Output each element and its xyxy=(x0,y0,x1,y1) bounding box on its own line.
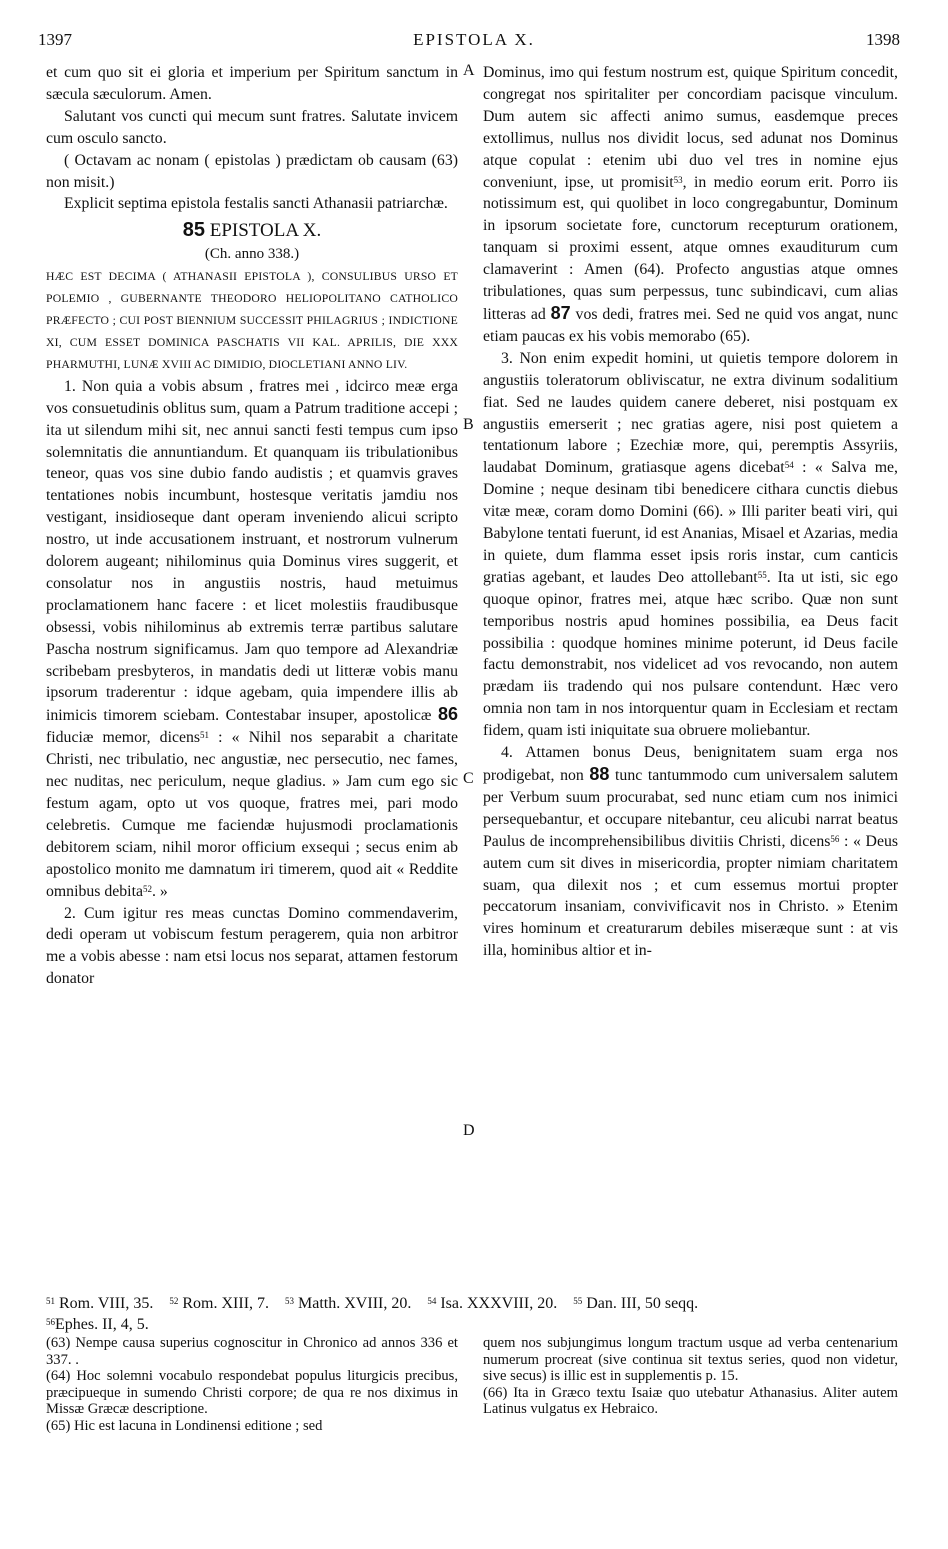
note: (66) Ita in Græco textu Isaiæ quo utebatur Athanasius. Aliter autem Latinus vulgatus ex Hebraico. xyxy=(483,1384,898,1418)
note: (63) Nempe causa superius cognoscitur in Chronico ad annos 336 et 337. . xyxy=(46,1335,458,1368)
column-marker: 87 xyxy=(550,302,571,323)
page-number-left: 1397 xyxy=(38,30,72,49)
note: (64) Hoc solemni vocabulo respondebat populus liturgicis precibus, præcipueque in sumendo Christi corpore; de qua re nos diximus in Missæ Græcæ descriptione. xyxy=(46,1368,458,1418)
text-run: : « Deus autem cum sit dives in misericordia, propter nimiam charitatem suam, qua dilexit nos ; et cum essemus mortui propter peccatorum insaniam, convivificavit nos in Christo. » Etenim vires hominum et creaturarum debiles miseræque sunt : at vis illa, hominibus altior et in- xyxy=(483,832,898,960)
footnote-ref: 52 xyxy=(142,883,152,894)
text-run: vos dedi, fratres mei. Sed ne quid vos angat, nunc etiam paucas ex his vobis memorabo (65). xyxy=(483,305,898,345)
ref-text: Ephes. II, 4, 5. xyxy=(55,1316,149,1333)
column-marker: 88 xyxy=(589,764,610,784)
margin-mark-b: B xyxy=(463,416,474,433)
text-paragraph: ( Octavam ac nonam ( epistolas ) prædictam ob causam (63) non misit.) xyxy=(46,151,458,191)
ref-number: 52 xyxy=(169,1296,179,1306)
note: (65) Hic est lacuna in Londinensi editione ; sed xyxy=(46,1417,323,1434)
text-run: Dominus, imo qui festum nostrum est, quique Spiritum concedit, congregat nos spiritaliter per concordiam pacisque vinculum. Dum autem sic affecti animo sumus, easdemque preces extollimus, nullus nos dividit locus, sed adunat nos Dominus atque copulat : etenim ubi duo vel tres in nomine ejus conveniunt, ipse, ut promisit xyxy=(483,64,898,191)
margin-mark-a: A xyxy=(463,62,475,79)
ref-text: Rom. VIII, 35. xyxy=(59,1295,154,1312)
notes-left xyxy=(46,1335,458,1435)
paragraph-continued xyxy=(483,62,898,348)
ref-number: 51 xyxy=(46,1296,55,1306)
ref-number: 55 xyxy=(573,1296,583,1306)
ref-item xyxy=(427,1295,557,1312)
footnote-ref: 55 xyxy=(757,569,767,580)
paragraph-3 xyxy=(483,348,898,742)
text-run: . » xyxy=(151,882,168,900)
left-column xyxy=(46,62,458,990)
epistola-title: EPISTOLA X. xyxy=(209,220,322,242)
column-marker: 85 xyxy=(182,219,205,242)
paragraph-2: 2. Cum igitur res meas cunctas Domino commendaverim, dedi operam ut vobiscum festum peragerem, quia non arbitror me a vobis abesse : nam etsi locus nos separat, attamen festorum donator xyxy=(46,904,458,988)
ref-item xyxy=(46,1316,149,1333)
text-paragraph: Explicit septima epistola festalis sancti Athanasii patriarchæ. xyxy=(64,195,448,213)
right-column xyxy=(483,62,898,962)
running-title: EPISTOLA X. xyxy=(413,30,535,49)
ref-item xyxy=(573,1295,698,1312)
footnote-ref: 56 xyxy=(830,833,840,844)
epistola-heading xyxy=(46,217,458,244)
footnote-ref: 54 xyxy=(784,460,794,471)
text-paragraph: Salutant vos cuncti qui mecum sunt fratres. Salutate invicem cum osculo sancto. xyxy=(46,107,458,147)
column-marker: 86 xyxy=(437,704,458,725)
ref-number: 54 xyxy=(427,1296,437,1306)
footnote-ref: 53 xyxy=(673,174,683,185)
text-run: : « Nihil nos separabit a charitate Christi, nec tribulatio, nec angustiæ, nec persecutio, nec fames, nec nuditas, nec periculum, neque gladius. » Jam cum ego sic festum agam, opto ut vos quoque, fratres mei, pari modo celebretis. Cumque me faciendæ hujusmodi proclamationis debitorem sciam, nihil moror officium exsequi ; secus enim ab apostolico monito me damnatum iri timerem, quod ait « Reddite omnibus debita xyxy=(46,729,458,900)
text-run: , in medio eorum erit. Porro iis notissimum est, qui quolibet in loco congregabuntur, Dominum in ipsorum societate fore, cunctorum recepturum orationem, tanquam si proximi essent, atque omnes exauditurum cum clamaverint : Amen (64). Profecto angustias atque omnes tribulationes, quas sum perpessus, tunc subindicavi, cum alias litteras ad xyxy=(483,173,898,323)
footnote-ref: 51 xyxy=(200,730,210,741)
ref-item xyxy=(46,1295,153,1312)
ref-number: 53 xyxy=(285,1296,295,1306)
chronology: (Ch. anno 338.) xyxy=(204,246,300,263)
scripture-references xyxy=(46,1293,906,1335)
text-run: . Ita ut isti, sic ego quoque opinor, fratres mei, atque hæc scribo. Quæ non sunt temporibus nostris apud homines possibilia, ea Deus facit possibilia : quodque homines minime poterunt, id Deus facile factu demonstrabit, nos videlicet ad vos revocando, non autem prædam iis tradendo qui nos pulsare contendunt. Hæc vero omnia non tam in nos intorquentur quam in Ecclesiam et rectam fidem, quam isti iniquitate sua obruere moliebantur. xyxy=(483,568,898,740)
page-number-right: 1398 xyxy=(866,30,900,49)
notes-right xyxy=(483,1335,898,1418)
ref-text: Matth. XVIII, 20. xyxy=(298,1295,412,1312)
paragraph-1 xyxy=(46,376,458,903)
note: quem nos subjungimus longum tractum usque ad verba centenarium numerum procreat (sive continua sit textus series, quod non videtur, sive secus) is illic est in supplementis p. 15. xyxy=(483,1335,898,1385)
ref-number: 56 xyxy=(46,1317,55,1327)
text-run: 3. Non enim expedit homini, ut quietis tempore dolorem in angustiis toleratorum obliviscatur, ne extra divinum sodalitium fiat. Sed ne laudes quidem canere deberet, nisi postquam ex angustiis emerserit ; nec gratias agere, nisi post quietem a tentationum labore ; Ezechiæ more, qui, peremptis Assyriis, laudabat Dominum, gratiasque agens dicebat xyxy=(483,349,898,477)
text-paragraph: et cum quo sit ei gloria et imperium per Spiritum sanctum in sæcula sæculorum. Amen. xyxy=(46,64,458,103)
ref-text: Rom. XIII, 7. xyxy=(182,1295,270,1312)
caps-paragraph: HÆC EST DECIMA ( ATHANASII EPISTOLA ), CONSULIBUS URSO ET POLEMIO , GUBERNANTE THEODORO HELIOPOLITANO CATHOLICO PRÆFECTO ; CUI POST BIENNIUM SUCCESSIT PHILAGRIUS ; INDICTIONE XI, CUM ESSET DOMINICA PASCHATIS VII KAL. APRILIS, DIE XXX PHARMUTHI, LUNÆ XVIII AC DIMIDIO, DIOCLETIANI ANNO LIV. xyxy=(46,270,458,371)
ref-text: Isa. XXXVIII, 20. xyxy=(440,1295,558,1312)
ref-item xyxy=(169,1295,269,1312)
margin-mark-c: C xyxy=(463,770,474,787)
text-run: tunc tantummodo cum universalem salutem per Verbum suum procurabat, sed nunc etiam cum nos inimici persequebantur, et occupare nitebantur, ceu alicubi narrat beatus Paulus de incomprehensibilibus divitiis Christi, dicens xyxy=(483,767,898,850)
ref-text: Dan. III, 50 seqq. xyxy=(586,1295,699,1312)
text-run: : « Salva me, Domine ; neque desinam tibi benedicere cithara cunctis diebus vitæ meæ, coram domo Domini (66). » Illi pariter beati viri, qui Babylone tentati fuerunt, id est Ananias, Misael et Azarias, media in quiete, dum flamma esset ipsis roris instar, cum canticis gratias agebant, et laudes Deo attollebant xyxy=(483,459,898,586)
text-run: 1. Non quia a vobis absum , fratres mei , idcirco meæ erga vos consuetudinis oblitus sum, quam a Patrum traditione accepi ; ita ut silendum mihi sit, nec annui sancti festi tempus cum ipso solemnitatis die annuntiandum. Et quanquam iis tribulationibus teneor, quas vos sine dubio fando audistis ; et quamvis graves tentationes nobis incumbunt, hostesque veritatis jamdiu nos vestigant, insidioseque dant operam inveniendo alicui scripto nostro, ut inde accusationem instruant, et nostrorum vulnerum dolorem augeant; nihilominus quia Dominus vires suggerit, et consolatur nos in angustiis nostris, haud metuimus proclamationem hanc facere : et licet molestiis fraudibusque obsessi, vobis nihilominus ab extremis terræ partibus salutare Pascha nostrum significamus. Jam quo tempore ad Alexandriæ scribebam presbyteros, in mandatis dedi ut litteræ vobis manu ipsorum traderentur : idque agebam, quia impendere illis ab inimicis timorem sciebam. Contestabar insuper, apostolicæ xyxy=(46,377,458,725)
text-run: fiduciæ memor, dicens xyxy=(46,729,201,747)
paragraph-4 xyxy=(483,742,898,962)
ref-item xyxy=(285,1295,411,1312)
text-run: 4. Attamen bonus Deus, benignitatem suam erga nos prodigebat, non xyxy=(483,744,898,784)
margin-mark-d: D xyxy=(463,1122,475,1139)
